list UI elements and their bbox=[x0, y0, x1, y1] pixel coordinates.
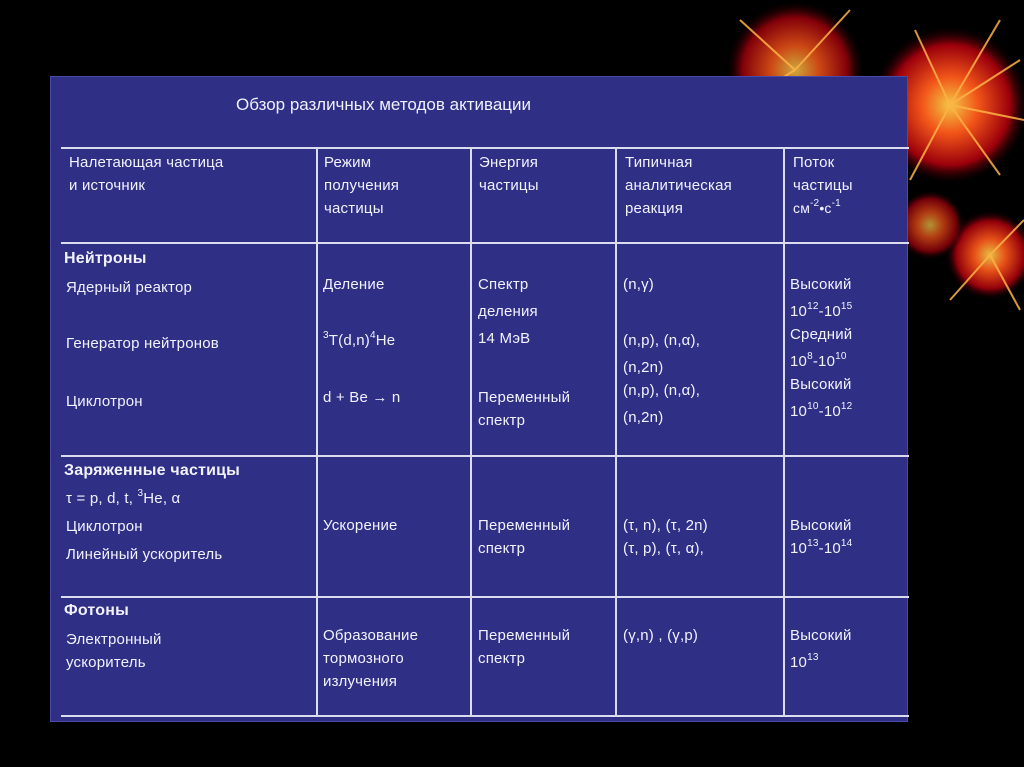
header-line: получения bbox=[324, 177, 400, 194]
header-flux-units: $см^{-2}•с^{-1}$ bbox=[793, 198, 841, 216]
cell-line: Образование bbox=[323, 627, 419, 644]
grid-line bbox=[61, 242, 909, 244]
header-line: Налетающая частица bbox=[69, 154, 224, 171]
grid-line bbox=[61, 715, 909, 717]
cell-line: (τ, p), (τ, α), bbox=[623, 540, 705, 557]
cell-line: спектр bbox=[478, 412, 526, 429]
cell-line: (n,p), (n,α), bbox=[623, 382, 701, 399]
cell-line: (n,2n) bbox=[623, 359, 664, 376]
group-neutrons: Нейтроны bbox=[64, 250, 147, 267]
header-line: Энергия bbox=[479, 154, 539, 171]
energy-variable bbox=[478, 386, 570, 432]
header-line: Поток bbox=[793, 154, 835, 171]
source-cyclotron: Циклотрон bbox=[66, 518, 143, 535]
header-line: частицы bbox=[324, 200, 384, 217]
reaction-list bbox=[623, 514, 708, 560]
header-line: частицы bbox=[793, 177, 853, 194]
header-line: частицы bbox=[479, 177, 539, 194]
grid-line bbox=[61, 147, 909, 149]
grid-line bbox=[615, 147, 617, 717]
cell-line: (τ, n), (τ, 2n) bbox=[623, 517, 708, 534]
header-mode bbox=[324, 151, 399, 220]
source-linac: Линейный ускоритель bbox=[66, 546, 223, 563]
flux-value: $10^8-10^{10}$ bbox=[790, 351, 847, 370]
mode-dbe: d + Be → n bbox=[323, 389, 401, 406]
source-cyclotron: Циклотрон bbox=[66, 393, 143, 410]
flux-value: $10^{10}-10^{12}$ bbox=[790, 401, 853, 420]
source-neutron-generator: Генератор нейтронов bbox=[66, 335, 219, 352]
header-energy bbox=[479, 151, 539, 197]
mode-dt-reaction: $^3T(d,n)^4He$ bbox=[323, 330, 396, 349]
cell-line: Переменный bbox=[478, 627, 571, 644]
mode-acceleration: Ускорение bbox=[323, 517, 398, 534]
energy-variable bbox=[478, 624, 570, 670]
table-slide bbox=[50, 76, 908, 722]
grid-line bbox=[470, 147, 472, 717]
cell-line: (n,γ) bbox=[623, 276, 654, 293]
cell-line: Высокий bbox=[790, 627, 852, 644]
energy-variable bbox=[478, 514, 570, 560]
header-reaction bbox=[625, 151, 732, 220]
source-particle-types: τ = p, d, t, $^3$He, α bbox=[66, 488, 181, 507]
group-photons: Фотоны bbox=[64, 602, 129, 619]
cell-line: (n,2n) bbox=[623, 409, 664, 426]
flux-list bbox=[790, 273, 852, 423]
cell-line: Переменный bbox=[478, 389, 571, 406]
header-line: аналитическая bbox=[625, 177, 732, 194]
cell-line: тормозного bbox=[323, 650, 404, 667]
group-charged: Заряженные частицы bbox=[64, 462, 241, 479]
cell-line: Высокий bbox=[790, 376, 852, 393]
grid-line bbox=[61, 455, 909, 457]
header-flux bbox=[793, 151, 853, 220]
source-reactor: Ядерный реактор bbox=[66, 279, 193, 296]
cell-line: деления bbox=[478, 303, 538, 320]
cell-line: ускоритель bbox=[66, 654, 146, 671]
cell-line: 14 МэВ bbox=[478, 330, 531, 347]
grid-line bbox=[61, 596, 909, 598]
header-line: и источник bbox=[69, 177, 146, 194]
header-line: реакция bbox=[625, 200, 684, 217]
cell-line: Средний bbox=[790, 326, 853, 343]
cell-line: Высокий bbox=[790, 517, 852, 534]
cell-line: Высокий bbox=[790, 276, 852, 293]
slide-title: Обзор различных методов активации bbox=[236, 95, 532, 114]
energy-fission-spectrum bbox=[478, 273, 538, 350]
reaction-list: (γ,n) , (γ,p) bbox=[623, 627, 699, 644]
flux-value: $10^{12}-10^{15}$ bbox=[790, 301, 853, 320]
grid-line bbox=[783, 147, 785, 717]
flux-value: $10^{13}$ bbox=[790, 652, 819, 671]
header-line: Типичная bbox=[625, 154, 693, 171]
mode-fission: Деление bbox=[323, 276, 385, 293]
grid-line bbox=[316, 147, 318, 717]
cell-line: спектр bbox=[478, 540, 526, 557]
cell-line: излучения bbox=[323, 673, 398, 690]
cell-line: Спектр bbox=[478, 276, 529, 293]
cell-line: (n,p), (n,α), bbox=[623, 332, 701, 349]
source-electron-accelerator bbox=[66, 628, 162, 674]
header-particle-source bbox=[69, 151, 223, 197]
flux-list bbox=[790, 514, 852, 560]
cell-line: Электронный bbox=[66, 631, 162, 648]
reaction-list bbox=[623, 273, 700, 429]
cell-line: Переменный bbox=[478, 517, 571, 534]
flux-list bbox=[790, 624, 852, 674]
cell-line: спектр bbox=[478, 650, 526, 667]
flux-value: $10^{13}-10^{14}$ bbox=[790, 538, 853, 557]
header-line: Режим bbox=[324, 154, 372, 171]
mode-bremsstrahlung bbox=[323, 624, 418, 693]
